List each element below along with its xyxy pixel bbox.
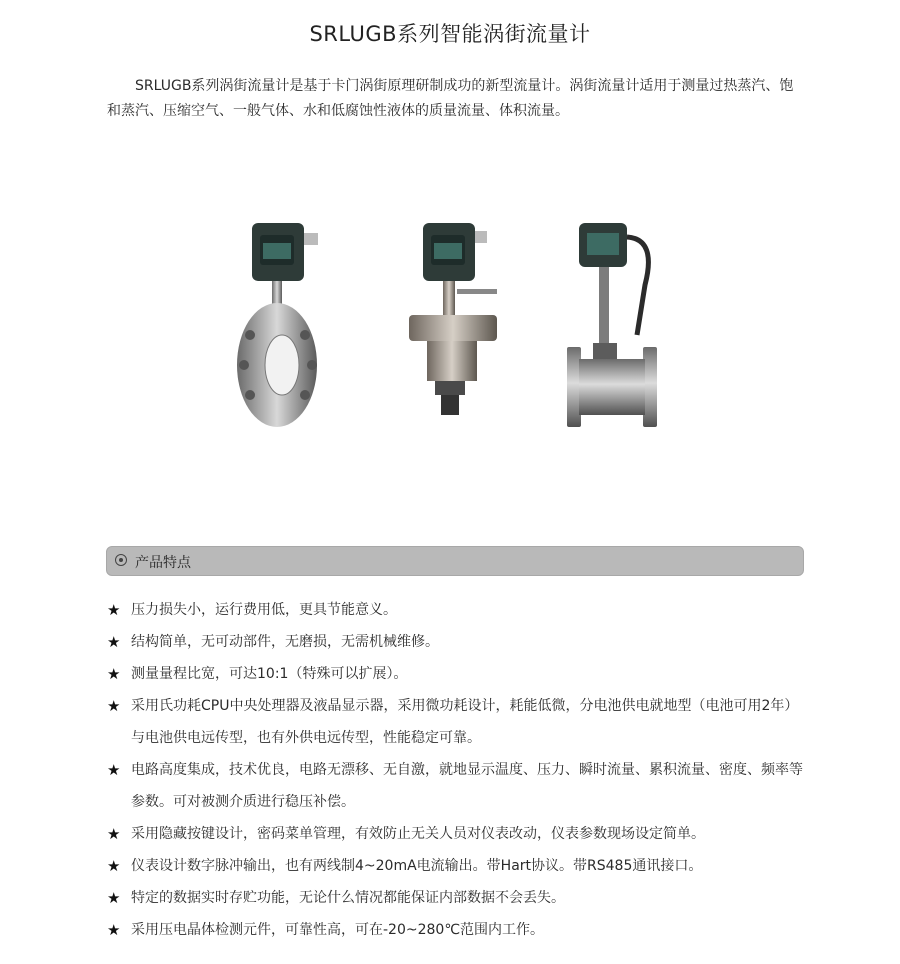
star-icon: ★ <box>107 761 121 779</box>
feature-item <box>107 690 807 754</box>
feature-text: 测量量程比宽，可达10:1（特殊可以扩展）。 <box>131 666 408 682</box>
star-icon: ★ <box>107 857 121 875</box>
intro-paragraph: SRLUGB系列涡街流量计是基于卡门涡街原理研制成功的新型流量计。涡街流量计适用于测量过热蒸汽、饱和蒸汽、压缩空气、一般气体、水和低腐蚀性液体的质量流量、体积流量。 <box>107 78 794 119</box>
circle-bullet-icon <box>115 554 127 566</box>
feature-item <box>107 818 807 850</box>
feature-item <box>107 850 807 882</box>
feature-text: 采用隐藏按键设计，密码菜单管理，有效防止无关人员对仪表改动，仪表参数现场设定简单。 <box>131 826 705 842</box>
feature-text: 采用压电晶体检测元件，可靠性高，可在-20~280℃范围内工作。 <box>131 922 545 938</box>
feature-text: 结构简单，无可动部件，无磨损，无需机械维修。 <box>131 634 439 650</box>
feature-list <box>107 594 807 946</box>
feature-item <box>107 626 807 658</box>
feature-text: 电路高度集成，技术优良，电路无漂移、无自激，就地显示温度、压力、瞬时流量、累积流量、密度、频率等参数。可对被测介质进行稳压补偿。 <box>131 762 803 810</box>
section-title: 产品特点 <box>135 555 191 571</box>
flowmeter-insertion-image <box>405 215 505 430</box>
star-icon: ★ <box>107 825 121 843</box>
star-icon: ★ <box>107 889 121 907</box>
product-photos <box>225 215 665 445</box>
feature-item <box>107 594 807 626</box>
feature-text: 仪表设计数字脉冲输出，也有两线制4~20mA电流输出。带Hart协议。带RS485通讯接口。 <box>131 858 703 874</box>
feature-text: 特定的数据实时存贮功能，无论什么情况都能保证内部数据不会丢失。 <box>131 890 565 906</box>
star-icon: ★ <box>107 697 121 715</box>
page-title: SRLUGB系列智能涡街流量计 <box>309 22 591 46</box>
flowmeter-flange-image <box>565 215 665 430</box>
feature-item <box>107 658 807 690</box>
star-icon: ★ <box>107 665 121 683</box>
feature-item <box>107 914 807 946</box>
feature-text: 采用氏功耗CPU中央处理器及液晶显示器，采用微功耗设计，耗能低微，分电池供电就地型（电池可用2年）与电池供电远传型，也有外供电远传型，性能稳定可靠。 <box>131 698 799 746</box>
feature-item <box>107 754 807 818</box>
star-icon: ★ <box>107 633 121 651</box>
flowmeter-wafer-image <box>230 215 330 430</box>
feature-text: 压力损失小，运行费用低，更具节能意义。 <box>131 602 397 618</box>
feature-item <box>107 882 807 914</box>
star-icon: ★ <box>107 601 121 619</box>
star-icon: ★ <box>107 921 121 939</box>
section-header-features <box>106 546 804 576</box>
